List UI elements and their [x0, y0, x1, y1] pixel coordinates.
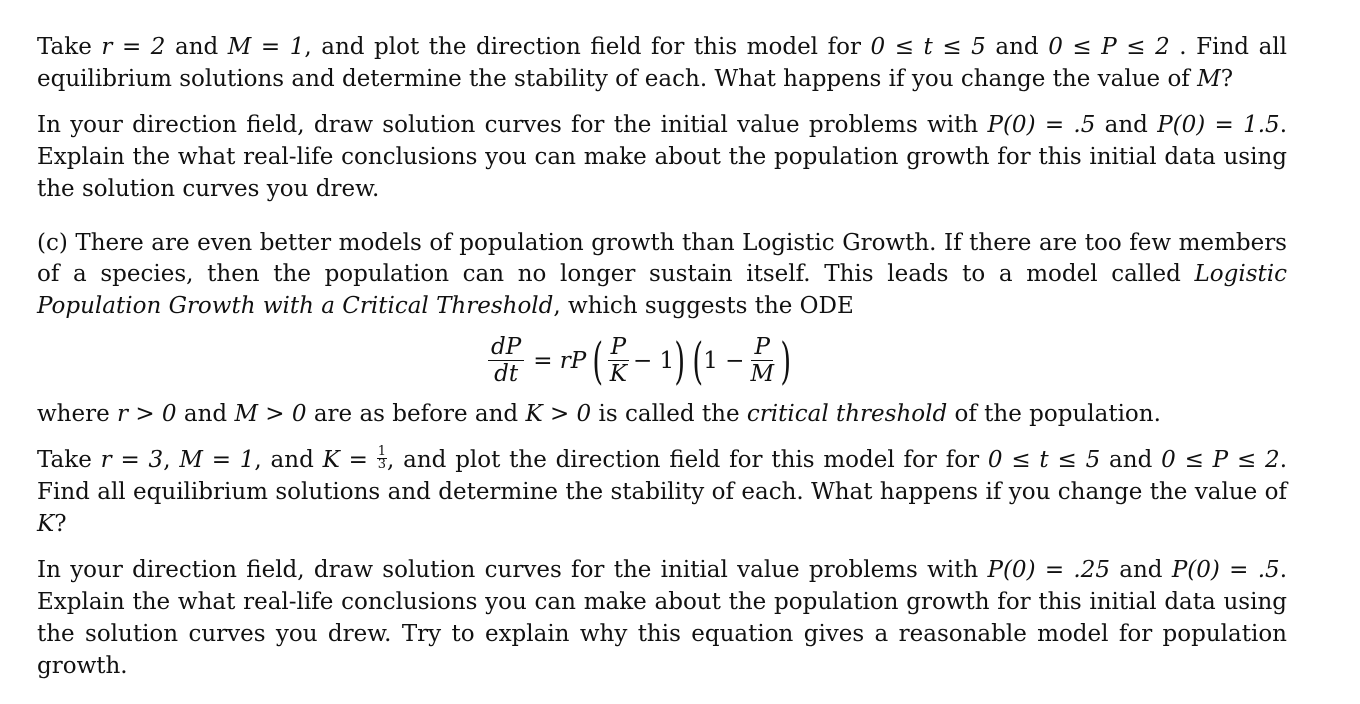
- math-p-range: 0 ≤ P ≤ 2: [1048, 34, 1170, 60]
- text-segment: . Find all equilibrium solutions and determine the stability of each. What happens if you change the value of: [37, 34, 1287, 92]
- fraction-p-over-k: [607, 334, 630, 387]
- math-initial-value-2: P(0) = 1.5: [1157, 112, 1280, 139]
- math-initial-value-1: P(0) = .5: [987, 112, 1096, 139]
- text-segment: ,: [163, 447, 180, 474]
- text-segment: and: [165, 34, 228, 60]
- fraction-denominator: M: [750, 361, 774, 388]
- minus-one: − 1: [632, 347, 675, 374]
- math-m-value: M = 1: [179, 447, 255, 474]
- fraction-numerator: P: [751, 334, 772, 361]
- math-m-symbol: M: [1197, 65, 1221, 92]
- paragraph-solution-curves-1: [37, 110, 1287, 205]
- text-segment: In your direction field, draw solution curves for the initial value problems with: [37, 112, 988, 139]
- equals-rp: = rP: [533, 347, 587, 374]
- paragraph-critical-threshold-intro: [37, 228, 1287, 323]
- right-paren: ): [780, 331, 792, 390]
- math-initial-value-2: P(0) = .5: [1171, 557, 1280, 584]
- text-segment: In your direction field, draw solution curves for the initial value problems with: [37, 557, 988, 584]
- text-segment: and: [176, 400, 235, 427]
- left-paren: (: [692, 331, 703, 390]
- paragraph-threshold-equilibrium: [37, 445, 1287, 540]
- ode-equation: [37, 327, 1287, 395]
- fraction-denominator: dt: [494, 361, 519, 388]
- fraction-dp-dt: [488, 334, 524, 387]
- text-segment: ?: [54, 510, 67, 537]
- fraction-denominator: 3: [377, 456, 386, 472]
- fraction-numerator: P: [608, 334, 629, 361]
- math-k-symbol: K: [37, 510, 55, 537]
- paragraph-solution-curves-2: [37, 555, 1287, 682]
- text-segment: are as before and: [306, 400, 526, 427]
- text-segment: ?: [1220, 65, 1234, 92]
- text-segment: where: [37, 400, 118, 427]
- math-t-range: 0 ≤ t ≤ 5: [870, 34, 986, 60]
- fraction-p-over-m: [747, 334, 777, 387]
- math-k-value: K =: [322, 447, 377, 474]
- right-paren: ): [674, 331, 686, 390]
- text-segment: , and plot the direction field for this model for: [304, 34, 871, 60]
- one-minus: 1 −: [703, 347, 745, 374]
- math-initial-value-1: P(0) = .25: [987, 557, 1110, 584]
- text-segment: is called the: [591, 400, 747, 427]
- text-segment: and: [1095, 112, 1158, 139]
- ode-equation-body: [485, 327, 792, 395]
- document-page: [37, 32, 1287, 682]
- text-segment: and: [1109, 557, 1172, 584]
- text-segment: . Find all equilibrium solutions and determine the stability of each. What happens if you change the value of: [37, 447, 1287, 506]
- text-segment: . Explain the what real-life conclusions you can make about the population growth for this initial data using the solution curves you drew.: [37, 112, 1287, 202]
- math-m-value: M = 1: [227, 34, 305, 60]
- fraction-denominator: K: [609, 361, 627, 388]
- emphasis-model-name: Logistic Population Growth with a Critical Threshold: [37, 261, 1287, 319]
- left-paren: (: [592, 331, 604, 390]
- paragraph-parameter-description: [37, 399, 1287, 431]
- math-r-value: r = 3: [100, 447, 164, 474]
- math-r-value: r = 2: [101, 34, 166, 60]
- emphasis-critical-threshold: critical threshold: [746, 400, 948, 427]
- text-segment: , and plot the direction field for this model for for: [387, 447, 988, 474]
- math-p-range: 0 ≤ P ≤ 2: [1161, 447, 1280, 474]
- text-segment: , and: [254, 447, 323, 474]
- text-segment: . Explain the what real-life conclusions you can make about the population growth for this initial data using the solution curves you drew. Try to explain why this equation gives a reasonable model for population growth.: [37, 557, 1287, 679]
- text-segment: Take: [37, 34, 102, 60]
- math-k-condition: K > 0: [525, 400, 592, 427]
- paragraph-logistic-equilibrium: [37, 32, 1287, 95]
- text-segment: and: [985, 34, 1049, 60]
- text-segment: , which suggests the ODE: [553, 292, 854, 319]
- text-segment: (c) There are even better models of population growth than Logistic Growth. If there are too few members of a species, then the population can no longer sustain itself. This leads to a model called: [37, 229, 1287, 288]
- fraction-numerator: 1: [377, 443, 386, 459]
- text-segment: Take: [37, 447, 101, 474]
- math-t-range: 0 ≤ t ≤ 5: [987, 447, 1101, 474]
- math-r-condition: r > 0: [117, 400, 177, 427]
- text-segment: of the population.: [947, 400, 1161, 427]
- math-m-condition: M > 0: [234, 400, 307, 427]
- text-segment: and: [1100, 447, 1162, 474]
- fraction-numerator: dP: [488, 334, 524, 361]
- fraction-one-third: [377, 443, 387, 472]
